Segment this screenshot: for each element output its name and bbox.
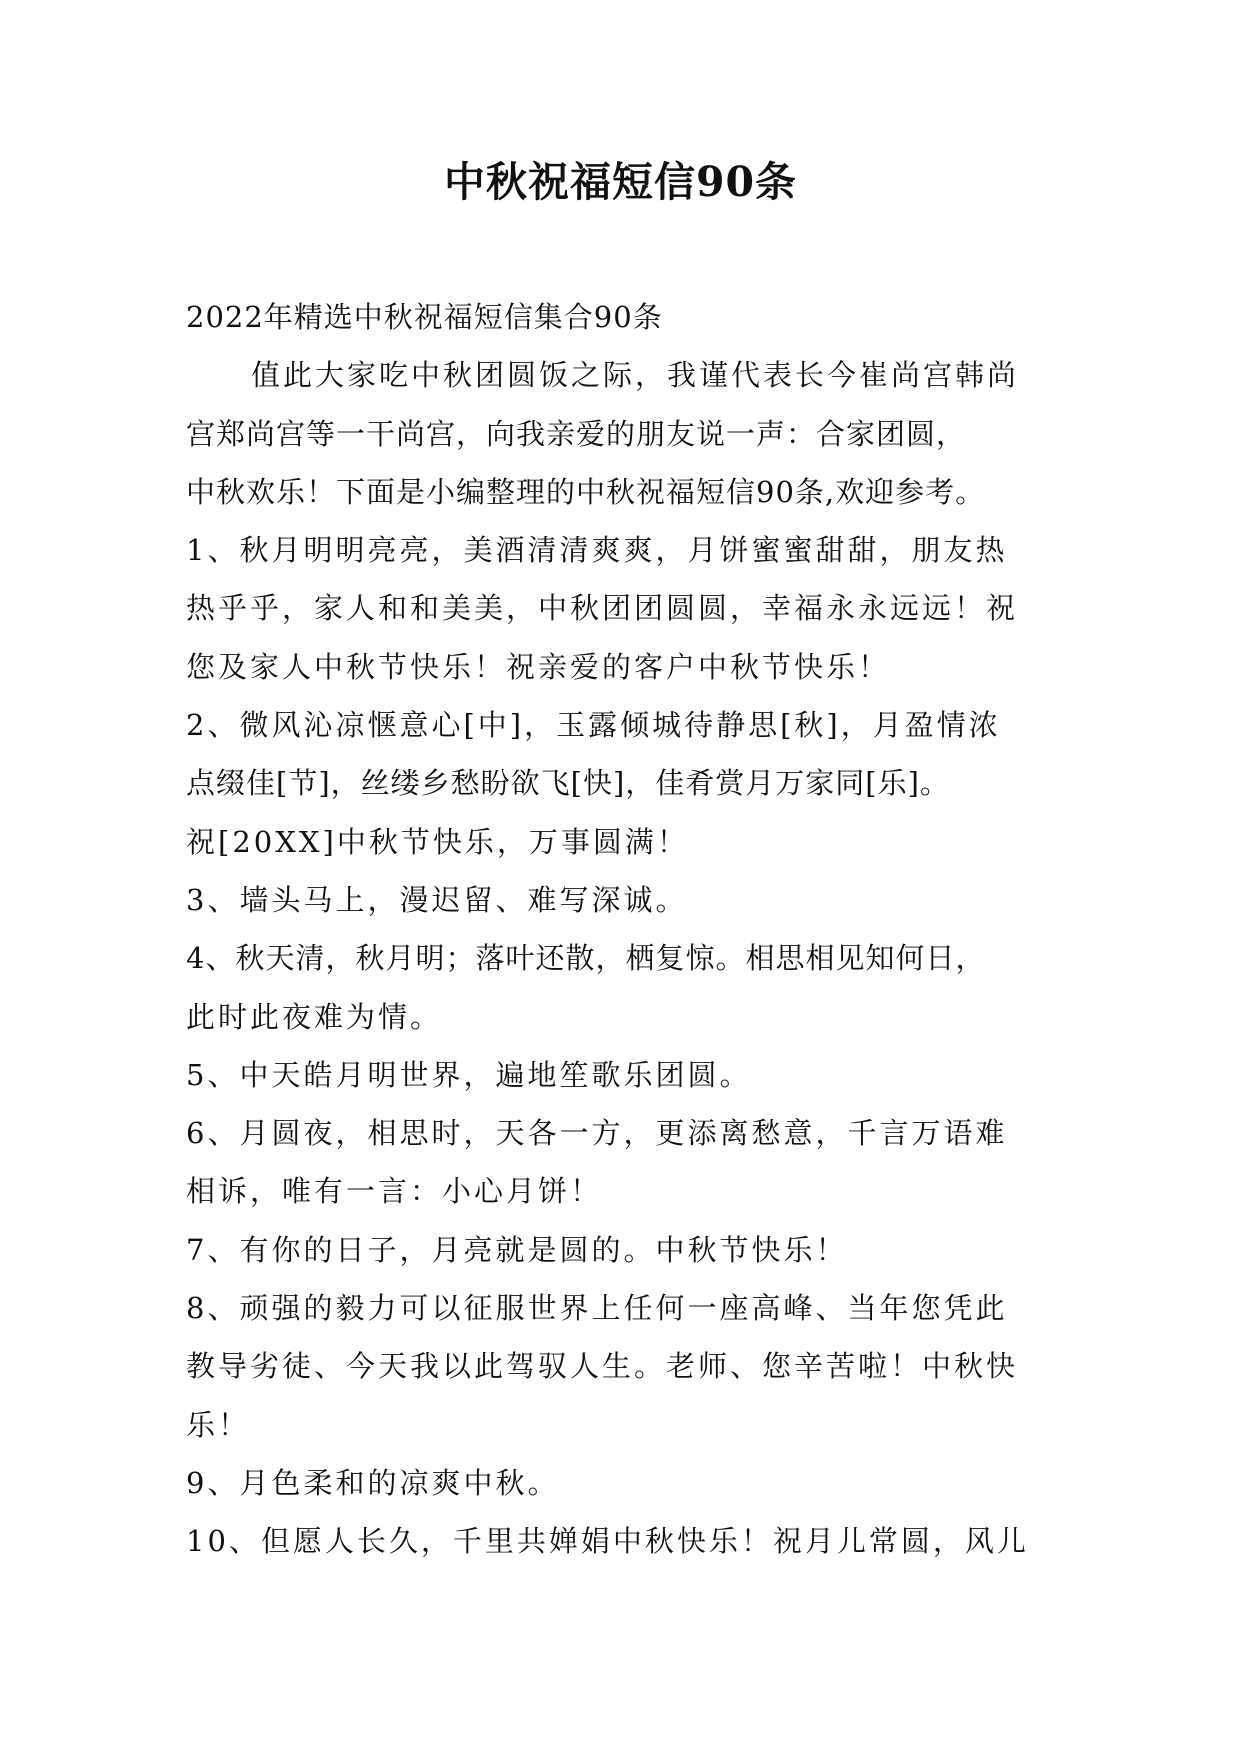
- subtitle-line: 2022年精选中秋祝福短信集合90条: [186, 300, 663, 334]
- message-line: 5、中天皓月明世界，遍地笙歌乐团圆。: [186, 1057, 752, 1092]
- message-line: 热乎乎，家人和和美美，中秋团团圆圆，幸福永永远远！祝: [186, 591, 1019, 626]
- message-line: 7、有你的日子，月亮就是圆的。中秋节快乐！: [186, 1232, 848, 1267]
- message-line: 1、秋月明明亮亮，美酒清清爽爽，月饼蜜蜜甜甜，朋友热: [186, 533, 1008, 568]
- message-line: 乐！: [186, 1407, 251, 1442]
- message-line: 4、秋天清，秋月明；落叶还散，栖复惊。相思相见知何日，: [186, 941, 986, 976]
- document-title: 中秋祝福短信90条: [443, 158, 798, 206]
- message-line: 8、顽强的毅力可以征服世界上任何一座高峰、当年您凭此: [186, 1291, 1008, 1326]
- message-line: 祝[20XX]中秋节快乐，万事圆满！: [186, 824, 689, 859]
- message-line: 相诉，唯有一言：小心月饼！: [186, 1174, 603, 1209]
- message-line: 此时此夜难为情。: [186, 999, 443, 1034]
- message-line: 点缀佳[节]，丝缕乡愁盼欲飞[快]，佳肴赏月万家同[乐]。: [186, 766, 950, 801]
- message-line: 6、月圆夜，相思时，天各一方，更添离愁意，千言万语难: [186, 1116, 1008, 1151]
- message-line: 您及家人中秋节快乐！祝亲爱的客户中秋节快乐！: [186, 649, 891, 684]
- intro-line: 值此大家吃中秋团圆饭之际，我谨代表长今崔尚宫韩尚: [251, 358, 1020, 393]
- document-body: [186, 288, 1066, 1571]
- message-line: 教导劣徒、今天我以此驾驭人生。老师、您辛苦啦！中秋快: [186, 1349, 1019, 1384]
- message-line: 2、微风沁凉惬意心[中]，玉露倾城待静思[秋]，月盈情浓: [186, 708, 1001, 743]
- message-line: 3、墙头马上，漫迟留、难写深诚。: [186, 882, 688, 917]
- intro-line: 中秋欢乐！下面是小编整理的中秋祝福短信90条,欢迎参考。: [186, 474, 986, 509]
- message-line: 9、月色柔和的凉爽中秋。: [186, 1465, 560, 1500]
- message-line: 10、但愿人长久，千里共婵娟中秋快乐！祝月儿常圆，风儿: [186, 1524, 1029, 1559]
- intro-line: 宫郑尚宫等一干尚宫，向我亲爱的朋友说一声：合家团圆，: [186, 416, 967, 451]
